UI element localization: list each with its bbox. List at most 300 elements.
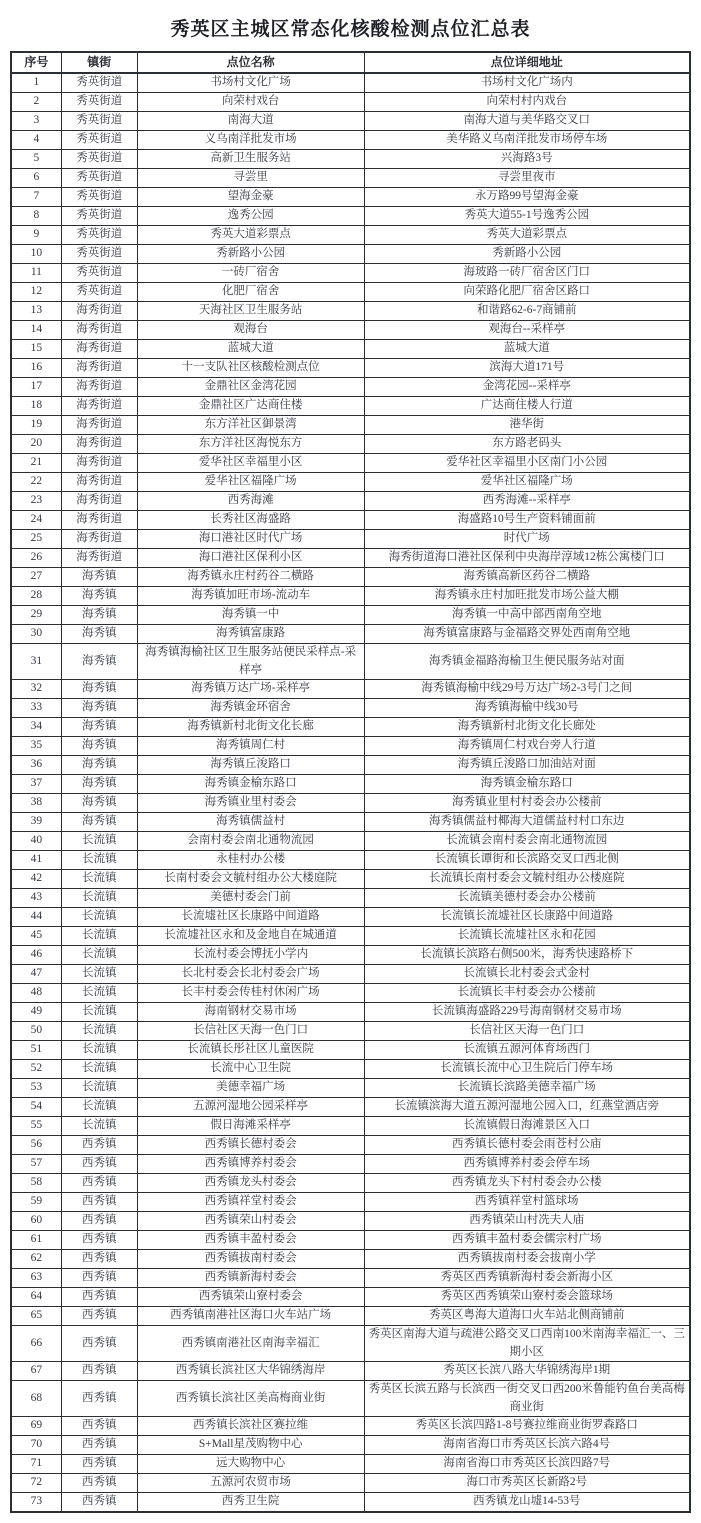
- site-name-cell: 会南村委会南北通物流园: [137, 832, 364, 851]
- site-name-cell: 爱华社区幸福里小区: [137, 454, 364, 473]
- site-address-cell: 海南省海口市秀英区长滨四路7号: [364, 1455, 690, 1474]
- site-name-cell: 长北村委会长北村委会广场: [137, 965, 364, 984]
- table-row: [11, 587, 690, 606]
- table-row: [11, 908, 690, 927]
- site-address-cell: 长流镇美德村委会办公楼前: [364, 889, 690, 908]
- site-name-cell: 西秀镇南港社区南海幸福汇: [137, 1326, 364, 1362]
- site-address-cell: 海秀镇金福路海榆卫生便民服务站对面: [364, 644, 690, 680]
- town-street-cell: 长流镇: [61, 984, 137, 1003]
- site-name-cell: 海口港社区时代广场: [137, 530, 364, 549]
- site-name-cell: 西秀海滩: [137, 492, 364, 511]
- row-number-cell: 70: [11, 1436, 61, 1455]
- town-street-cell: 秀英街道: [61, 169, 137, 188]
- site-name-cell: 西秀镇新海村委会: [137, 1269, 364, 1288]
- site-address-cell: 秀新路小公园: [364, 245, 690, 264]
- site-name-cell: 西秀镇长滨社区大华锦绣海岸: [137, 1362, 364, 1381]
- site-address-cell: 海秀镇高新区药谷二横路: [364, 568, 690, 587]
- row-number-cell: 28: [11, 587, 61, 606]
- town-street-cell: 海秀街道: [61, 530, 137, 549]
- town-street-cell: 海秀镇: [61, 587, 137, 606]
- site-address-cell: 秀英区粤海大道海口火车站北侧商铺前: [364, 1307, 690, 1326]
- site-address-cell: 美华路义乌南洋批发市场停车场: [364, 131, 690, 150]
- town-street-cell: 长流镇: [61, 1117, 137, 1136]
- table-row: [11, 150, 690, 169]
- table-row: [11, 1174, 690, 1193]
- town-street-cell: 西秀镇: [61, 1193, 137, 1212]
- site-address-cell: 海口市秀英区长新路2号: [364, 1474, 690, 1493]
- table-row: [11, 625, 690, 644]
- site-address-cell: 南海大道与美华路交叉口: [364, 112, 690, 131]
- table-row: [11, 1022, 690, 1041]
- row-number-cell: 13: [11, 302, 61, 321]
- site-address-cell: 西秀镇拔南村委会拔南小学: [364, 1250, 690, 1269]
- site-address-cell: 海秀镇海榆中线30号: [364, 699, 690, 718]
- site-address-cell: 长流镇五源河体育场西门: [364, 1041, 690, 1060]
- row-number-cell: 3: [11, 112, 61, 131]
- site-name-cell: 永桂村办公楼: [137, 851, 364, 870]
- row-number-cell: 71: [11, 1455, 61, 1474]
- site-address-cell: 秀英区南海大道与疏港公路交叉口西南100米南海幸福汇一、三期小区: [364, 1326, 690, 1362]
- table-row: [11, 870, 690, 889]
- table-row: [11, 965, 690, 984]
- site-address-cell: 长流镇长滨路美德幸福广场: [364, 1079, 690, 1098]
- table-row: [11, 1250, 690, 1269]
- table-row: [11, 549, 690, 568]
- town-street-cell: 海秀街道: [61, 397, 137, 416]
- table-row: [11, 1117, 690, 1136]
- row-number-cell: 68: [11, 1381, 61, 1417]
- town-street-cell: 西秀镇: [61, 1436, 137, 1455]
- table-row: [11, 1136, 690, 1155]
- site-name-cell: 寻尝里: [137, 169, 364, 188]
- site-address-cell: 书场村文化广场内: [364, 73, 690, 93]
- site-name-cell: 长秀社区海盛路: [137, 511, 364, 530]
- site-address-cell: 蓝城大道: [364, 340, 690, 359]
- site-address-cell: 长流镇滨海大道五源河湿地公园入口，红燕堂酒店旁: [364, 1098, 690, 1117]
- row-number-cell: 63: [11, 1269, 61, 1288]
- site-name-cell: 十一支队社区核酸检测点位: [137, 359, 364, 378]
- site-name-cell: 长南村委会文毓村组办公大楼庭院: [137, 870, 364, 889]
- row-number-cell: 54: [11, 1098, 61, 1117]
- town-street-cell: 长流镇: [61, 1003, 137, 1022]
- town-street-cell: 西秀镇: [61, 1269, 137, 1288]
- table-row: [11, 93, 690, 112]
- site-address-cell: 西秀镇龙山墟14-53号: [364, 1493, 690, 1513]
- town-street-cell: 西秀镇: [61, 1474, 137, 1493]
- town-street-cell: 海秀镇: [61, 606, 137, 625]
- site-address-cell: 长流镇长谭街和长滨路交叉口西北侧: [364, 851, 690, 870]
- row-number-cell: 9: [11, 226, 61, 245]
- table-row: [11, 568, 690, 587]
- site-address-cell: 长流镇假日海滩景区入口: [364, 1117, 690, 1136]
- site-name-cell: 长信社区天海一色门口: [137, 1022, 364, 1041]
- row-number-cell: 44: [11, 908, 61, 927]
- site-name-cell: 书场村文化广场: [137, 73, 364, 93]
- site-address-cell: 海秀镇周仁村戏台旁人行道: [364, 737, 690, 756]
- row-number-cell: 30: [11, 625, 61, 644]
- row-number-cell: 1: [11, 73, 61, 93]
- site-address-cell: 西秀镇长德村委会雨苍村公庙: [364, 1136, 690, 1155]
- town-street-cell: 秀英街道: [61, 131, 137, 150]
- town-street-cell: 海秀镇: [61, 625, 137, 644]
- site-address-cell: 海秀镇一中高中部西南角空地: [364, 606, 690, 625]
- row-number-cell: 8: [11, 207, 61, 226]
- town-street-cell: 海秀街道: [61, 416, 137, 435]
- table-row: [11, 169, 690, 188]
- site-name-cell: 爱华社区福隆广场: [137, 473, 364, 492]
- town-street-cell: 西秀镇: [61, 1231, 137, 1250]
- table-row: [11, 73, 690, 93]
- site-name-cell: 海秀镇金环宿舍: [137, 699, 364, 718]
- site-name-cell: 高新卫生服务站: [137, 150, 364, 169]
- town-street-cell: 海秀镇: [61, 644, 137, 680]
- site-address-cell: 海秀镇业里村村委会办公楼前: [364, 794, 690, 813]
- row-number-cell: 46: [11, 946, 61, 965]
- town-street-cell: 长流镇: [61, 1041, 137, 1060]
- table-row: [11, 606, 690, 625]
- site-name-cell: 长流村委会博抚小学内: [137, 946, 364, 965]
- table-row: [11, 131, 690, 150]
- site-address-cell: 金湾花园--采样亭: [364, 378, 690, 397]
- town-street-cell: 长流镇: [61, 870, 137, 889]
- table-row: [11, 340, 690, 359]
- site-address-cell: 长流镇会南村委会南北通物流园: [364, 832, 690, 851]
- site-address-cell: 长流镇长北村委会式金村: [364, 965, 690, 984]
- town-street-cell: 西秀镇: [61, 1288, 137, 1307]
- site-name-cell: 观海台: [137, 321, 364, 340]
- row-number-cell: 34: [11, 718, 61, 737]
- town-street-cell: 西秀镇: [61, 1307, 137, 1326]
- site-name-cell: 西秀镇长德村委会: [137, 1136, 364, 1155]
- town-street-cell: 秀英街道: [61, 188, 137, 207]
- table-header-row: [11, 52, 690, 73]
- town-street-cell: 长流镇: [61, 889, 137, 908]
- row-number-cell: 20: [11, 435, 61, 454]
- site-name-cell: 海秀镇永庄村药谷二横路: [137, 568, 364, 587]
- table-row: [11, 889, 690, 908]
- site-address-cell: 长流镇长流墟社区永和花园: [364, 927, 690, 946]
- town-street-cell: 海秀镇: [61, 718, 137, 737]
- table-row: [11, 699, 690, 718]
- row-number-cell: 27: [11, 568, 61, 587]
- row-number-cell: 16: [11, 359, 61, 378]
- town-street-cell: 海秀街道: [61, 378, 137, 397]
- site-name-cell: 海秀镇周仁村: [137, 737, 364, 756]
- row-number-cell: 39: [11, 813, 61, 832]
- row-number-cell: 17: [11, 378, 61, 397]
- town-street-cell: 秀英街道: [61, 226, 137, 245]
- site-name-cell: 远大购物中心: [137, 1455, 364, 1474]
- town-street-cell: 西秀镇: [61, 1174, 137, 1193]
- site-name-cell: 长丰村委会传桂村休闲广场: [137, 984, 364, 1003]
- town-street-cell: 西秀镇: [61, 1326, 137, 1362]
- site-address-cell: 海秀镇富康路与金福路交界处西南角空地: [364, 625, 690, 644]
- row-number-cell: 35: [11, 737, 61, 756]
- table-row: [11, 1362, 690, 1381]
- town-street-cell: 海秀镇: [61, 737, 137, 756]
- row-number-cell: 14: [11, 321, 61, 340]
- site-address-cell: 海秀镇丘浚路口加油站对面: [364, 756, 690, 775]
- table-row: [11, 718, 690, 737]
- row-number-cell: 29: [11, 606, 61, 625]
- table-row: [11, 1417, 690, 1436]
- row-number-cell: 47: [11, 965, 61, 984]
- table-row: [11, 1381, 690, 1417]
- row-number-cell: 48: [11, 984, 61, 1003]
- table-row: [11, 984, 690, 1003]
- table-row: [11, 302, 690, 321]
- site-name-cell: 海秀镇业里村委会: [137, 794, 364, 813]
- column-header-town: 镇街: [61, 52, 137, 73]
- site-name-cell: 化肥厂宿舍: [137, 283, 364, 302]
- row-number-cell: 53: [11, 1079, 61, 1098]
- table-row: [11, 680, 690, 699]
- row-number-cell: 45: [11, 927, 61, 946]
- town-street-cell: 秀英街道: [61, 73, 137, 93]
- town-street-cell: 海秀街道: [61, 454, 137, 473]
- town-street-cell: 海秀镇: [61, 775, 137, 794]
- site-name-cell: 蓝城大道: [137, 340, 364, 359]
- table-row: [11, 416, 690, 435]
- site-address-cell: 秀英区长滨四路1-8号赛拉维商业街罗森路口: [364, 1417, 690, 1436]
- site-name-cell: S+Mall星茂购物中心: [137, 1436, 364, 1455]
- site-address-cell: 海秀镇永庄村加旺批发市场公益大棚: [364, 587, 690, 606]
- town-street-cell: 海秀街道: [61, 492, 137, 511]
- town-street-cell: 海秀街道: [61, 511, 137, 530]
- table-row: [11, 530, 690, 549]
- town-street-cell: 海秀街道: [61, 435, 137, 454]
- site-name-cell: 海秀镇丘浚路口: [137, 756, 364, 775]
- table-row: [11, 1041, 690, 1060]
- row-number-cell: 65: [11, 1307, 61, 1326]
- town-street-cell: 海秀镇: [61, 794, 137, 813]
- table-row: [11, 946, 690, 965]
- table-row: [11, 188, 690, 207]
- table-row: [11, 1060, 690, 1079]
- table-row: [11, 359, 690, 378]
- site-name-cell: 长流镇长彤社区儿童医院: [137, 1041, 364, 1060]
- table-row: [11, 644, 690, 680]
- site-address-cell: 长流镇海盛路229号海南钢材交易市场: [364, 1003, 690, 1022]
- row-number-cell: 56: [11, 1136, 61, 1155]
- row-number-cell: 52: [11, 1060, 61, 1079]
- site-name-cell: 西秀镇南港社区海口火车站广场: [137, 1307, 364, 1326]
- site-name-cell: 长流中心卫生院: [137, 1060, 364, 1079]
- site-name-cell: 西秀镇荣山寮村委会: [137, 1288, 364, 1307]
- row-number-cell: 67: [11, 1362, 61, 1381]
- site-address-cell: 西秀镇祥堂村篮球场: [364, 1193, 690, 1212]
- site-address-cell: 爱华社区幸福里小区南门小公园: [364, 454, 690, 473]
- site-address-cell: 西秀镇龙头下村村委会办公楼: [364, 1174, 690, 1193]
- table-row: [11, 264, 690, 283]
- site-name-cell: 长流墟社区永和及金地自在城通道: [137, 927, 364, 946]
- town-street-cell: 海秀街道: [61, 340, 137, 359]
- row-number-cell: 4: [11, 131, 61, 150]
- town-street-cell: 西秀镇: [61, 1493, 137, 1513]
- table-row: [11, 1079, 690, 1098]
- site-name-cell: 美德幸福广场: [137, 1079, 364, 1098]
- site-name-cell: 西秀镇丰盈村委会: [137, 1231, 364, 1250]
- row-number-cell: 18: [11, 397, 61, 416]
- site-address-cell: 长流镇长丰村委会办公楼前: [364, 984, 690, 1003]
- table-row: [11, 321, 690, 340]
- site-address-cell: 长流镇长滨路右侧500米，海秀快速路桥下: [364, 946, 690, 965]
- site-address-cell: 长流镇长南村委会文毓村组办公楼庭院: [364, 870, 690, 889]
- table-row: [11, 737, 690, 756]
- row-number-cell: 10: [11, 245, 61, 264]
- site-name-cell: 海秀镇儒益村: [137, 813, 364, 832]
- site-name-cell: 向荣村戏台: [137, 93, 364, 112]
- site-address-cell: 海秀镇新村北街文化长廊处: [364, 718, 690, 737]
- town-street-cell: 海秀街道: [61, 359, 137, 378]
- table-row: [11, 1288, 690, 1307]
- row-number-cell: 22: [11, 473, 61, 492]
- site-address-cell: 向荣路化肥厂宿舍区路口: [364, 283, 690, 302]
- town-street-cell: 长流镇: [61, 908, 137, 927]
- site-address-cell: 观海台--采样亭: [364, 321, 690, 340]
- row-number-cell: 49: [11, 1003, 61, 1022]
- site-address-cell: 爱华社区福隆广场: [364, 473, 690, 492]
- site-address-cell: 长流镇长流墟社区长康路中间道路: [364, 908, 690, 927]
- town-street-cell: 海秀镇: [61, 699, 137, 718]
- row-number-cell: 55: [11, 1117, 61, 1136]
- site-address-cell: 秀英大道55-1号逸秀公园: [364, 207, 690, 226]
- town-street-cell: 海秀街道: [61, 549, 137, 568]
- site-address-cell: 海秀镇儒益村椰海大道儒益村村口东边: [364, 813, 690, 832]
- site-address-cell: 向荣村村内戏台: [364, 93, 690, 112]
- site-address-cell: 和谐路62-6-7商铺前: [364, 302, 690, 321]
- site-address-cell: 滨海大道171号: [364, 359, 690, 378]
- site-address-cell: 秀英区西秀镇荣山寮村委会篮球场: [364, 1288, 690, 1307]
- table-row: [11, 454, 690, 473]
- table-row: [11, 1212, 690, 1231]
- site-address-cell: 西秀镇荣山村冼夫人庙: [364, 1212, 690, 1231]
- table-row: [11, 756, 690, 775]
- site-name-cell: 长流墟社区长康路中间道路: [137, 908, 364, 927]
- site-address-cell: 港华街: [364, 416, 690, 435]
- column-header-number: 序号: [11, 52, 61, 73]
- town-street-cell: 西秀镇: [61, 1136, 137, 1155]
- row-number-cell: 25: [11, 530, 61, 549]
- site-address-cell: 秀英区西秀镇新海村委会新海小区: [364, 1269, 690, 1288]
- site-address-cell: 秀英大道彩票点: [364, 226, 690, 245]
- site-name-cell: 海秀镇海榆社区卫生服务站便民采样点-采样亭: [137, 644, 364, 680]
- page-title: 秀英区主城区常态化核酸检测点位汇总表: [170, 19, 531, 40]
- town-street-cell: 西秀镇: [61, 1250, 137, 1269]
- town-street-cell: 秀英街道: [61, 150, 137, 169]
- table-row: [11, 775, 690, 794]
- row-number-cell: 61: [11, 1231, 61, 1250]
- table-row: [11, 435, 690, 454]
- site-address-cell: 广达商住楼人行道: [364, 397, 690, 416]
- row-number-cell: 51: [11, 1041, 61, 1060]
- town-street-cell: 西秀镇: [61, 1417, 137, 1436]
- site-name-cell: 一砖厂宿舍: [137, 264, 364, 283]
- site-address-cell: 西秀海滩--采样亭: [364, 492, 690, 511]
- table-row: [11, 492, 690, 511]
- row-number-cell: 5: [11, 150, 61, 169]
- table-row: [11, 1326, 690, 1362]
- table-row: [11, 473, 690, 492]
- table-row: [11, 226, 690, 245]
- row-number-cell: 66: [11, 1326, 61, 1362]
- site-name-cell: 美德村委会门前: [137, 889, 364, 908]
- site-address-cell: 秀英区长滨五路与长滨西一街交叉口西200米鲁能钓鱼台美高梅商业街: [364, 1381, 690, 1417]
- row-number-cell: 2: [11, 93, 61, 112]
- town-street-cell: 海秀镇: [61, 756, 137, 775]
- site-address-cell: 海秀镇金榆东路口: [364, 775, 690, 794]
- table-row: [11, 207, 690, 226]
- site-name-cell: 义乌南洋批发市场: [137, 131, 364, 150]
- table-row: [11, 1155, 690, 1174]
- town-street-cell: 长流镇: [61, 832, 137, 851]
- site-address-cell: 长流镇长流中心卫生院后门停车场: [364, 1060, 690, 1079]
- table-row: [11, 378, 690, 397]
- row-number-cell: 62: [11, 1250, 61, 1269]
- site-address-cell: 永万路99号望海金豪: [364, 188, 690, 207]
- site-address-cell: 西秀镇博养村委会停车场: [364, 1155, 690, 1174]
- table-row: [11, 1193, 690, 1212]
- table-row: [11, 1231, 690, 1250]
- site-name-cell: 西秀镇长滨社区赛拉维: [137, 1417, 364, 1436]
- site-address-cell: 海秀镇海榆中线29号万达广场2-3号门之间: [364, 680, 690, 699]
- table-row: [11, 1436, 690, 1455]
- row-number-cell: 24: [11, 511, 61, 530]
- row-number-cell: 40: [11, 832, 61, 851]
- row-number-cell: 31: [11, 644, 61, 680]
- row-number-cell: 59: [11, 1193, 61, 1212]
- row-number-cell: 50: [11, 1022, 61, 1041]
- row-number-cell: 60: [11, 1212, 61, 1231]
- town-street-cell: 长流镇: [61, 946, 137, 965]
- site-name-cell: 海秀镇金榆东路口: [137, 775, 364, 794]
- town-street-cell: 长流镇: [61, 1060, 137, 1079]
- table-row: [11, 397, 690, 416]
- town-street-cell: 海秀街道: [61, 473, 137, 492]
- site-name-cell: 五源河农贸市场: [137, 1474, 364, 1493]
- site-name-cell: 望海金豪: [137, 188, 364, 207]
- town-street-cell: 长流镇: [61, 965, 137, 984]
- row-number-cell: 42: [11, 870, 61, 889]
- site-name-cell: 金鼎社区金湾花园: [137, 378, 364, 397]
- town-street-cell: 长流镇: [61, 1098, 137, 1117]
- site-name-cell: 西秀卫生院: [137, 1493, 364, 1513]
- row-number-cell: 37: [11, 775, 61, 794]
- row-number-cell: 6: [11, 169, 61, 188]
- row-number-cell: 7: [11, 188, 61, 207]
- table-row: [11, 245, 690, 264]
- town-street-cell: 长流镇: [61, 927, 137, 946]
- town-street-cell: 海秀镇: [61, 813, 137, 832]
- town-street-cell: 海秀镇: [61, 568, 137, 587]
- row-number-cell: 72: [11, 1474, 61, 1493]
- table-row: [11, 851, 690, 870]
- site-name-cell: 西秀镇拔南村委会: [137, 1250, 364, 1269]
- table-row: [11, 1474, 690, 1493]
- row-number-cell: 32: [11, 680, 61, 699]
- site-address-cell: 东方路老码头: [364, 435, 690, 454]
- row-number-cell: 64: [11, 1288, 61, 1307]
- row-number-cell: 41: [11, 851, 61, 870]
- site-name-cell: 五源河湿地公园采样亭: [137, 1098, 364, 1117]
- town-street-cell: 秀英街道: [61, 264, 137, 283]
- row-number-cell: 69: [11, 1417, 61, 1436]
- row-number-cell: 57: [11, 1155, 61, 1174]
- town-street-cell: 海秀街道: [61, 302, 137, 321]
- site-address-cell: 海秀街道海口港社区保利中央海岸淳域12栋公寓楼门口: [364, 549, 690, 568]
- town-street-cell: 秀英街道: [61, 112, 137, 131]
- site-name-cell: 西秀镇博养村委会: [137, 1155, 364, 1174]
